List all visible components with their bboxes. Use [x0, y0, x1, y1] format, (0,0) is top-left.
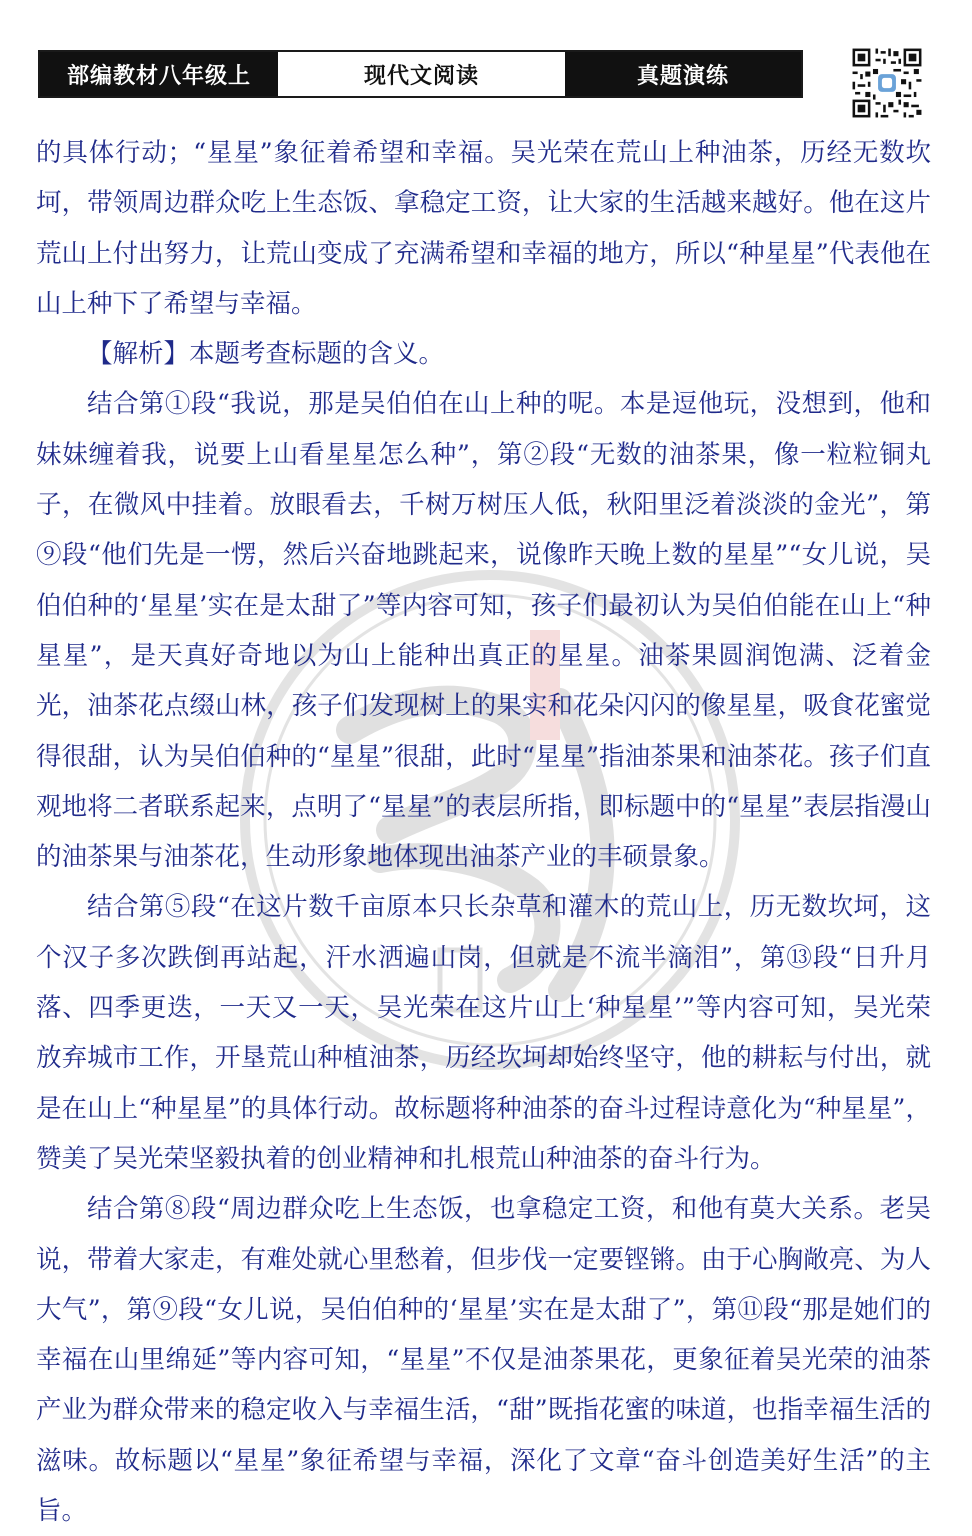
paragraph-analysis-1: 结合第①段“我说，那是吴伯伯在山上种的呢。本是逗他玩，没想到，他和妹妹缠着我，说要上山看星星怎么种”，第②段“无数的油茶果，像一粒粒铜丸子，在微风中挂着。放眼看去，千树万树压人低，秋阳里泛着淡淡的金光”，第⑨段“他们先是一愣，然后兴奋地跳起来，说像昨天晚上数的星星”“女儿说，吴伯伯种的‘星星’实在是太甜了”等内容可知，孩子们最初认为吴伯伯能在山上“种星星”，是天真好奇地以为山上能种出真正的星星。油茶果圆润饱满、泛着金光，油茶花点缀山林，孩子们发现树上的果实和花朵闪闪的像星星，吸食花蜜觉得很甜，认为吴伯伯种的“星星”很甜，此时“星星”指油茶果和油茶花。孩子们直观地将二者联系起来，点明了“星星”的表层所指，即标题中的“星星”表层指漫山的油茶果与油茶花，生动形象地体现出油茶产业的丰硕景象。 [36, 389, 931, 873]
header-practice-label: 真题演练 [565, 52, 801, 96]
header-section-label: 现代文阅读 [278, 52, 565, 96]
analysis-heading: 【解析】本题考查标题的含义。 [87, 339, 445, 370]
paragraph-analysis-2: 结合第⑤段“在这片数千亩原本只长杂草和灌木的荒山上，历无数坎坷，这个汉子多次跌倒再站起，汗水洒遍山岗，但就是不流半滴泪”，第⑬段“日升月落、四季更迭，一天又一天，吴光荣在这片山上‘种星星’”等内容可知，吴光荣放弃城市工作，开垦荒山种植油茶，历经坎坷却始终坚守，他的耕耘与付出，就是在山上“种星星”的具体行动。故标题将种油茶的奋斗过程诗意化为“种星星”，赞美了吴光荣坚毅执着的创业精神和扎根荒山种油茶的奋斗行为。 [36, 892, 931, 1174]
paragraph-analysis-3: 结合第⑧段“周边群众吃上生态饭，也拿稳定工资，和他有莫大关系。老吴说，带着大家走，有难处就心里愁着，但步伐一定要铿锵。由于心胸敞亮、为人大气”，第⑨段“女儿说，吴伯伯种的‘星星’实在是太甜了”，第⑪段“那是她们的幸福在山里绵延”等内容可知，“星星”不仅是油茶果花，更象征着吴光荣的油茶产业为群众带来的稳定收入与幸福生活，“甜”既指花蜜的味道，也指幸福生活的滋味。故标题以“星星”象征希望与幸福，深化了文章“奋斗创造美好生活”的主旨。 [36, 1194, 931, 1527]
header-grade-label: 部编教材八年级上 [40, 52, 278, 96]
answer-text [36, 128, 931, 1536]
paragraph-continued: 的具体行动；“星星”象征着希望和幸福。吴光荣在荒山上种油茶，历经无数坎坷，带领周边群众吃上生态饭、拿稳定工资，让大家的生活越来越好。他在这片荒山上付出努力，让荒山变成了充满希望和幸福的地方，所以“种星星”代表他在山上种下了希望与幸福。 [36, 138, 931, 319]
qr-code-icon [850, 46, 924, 120]
header-bar [38, 50, 803, 98]
